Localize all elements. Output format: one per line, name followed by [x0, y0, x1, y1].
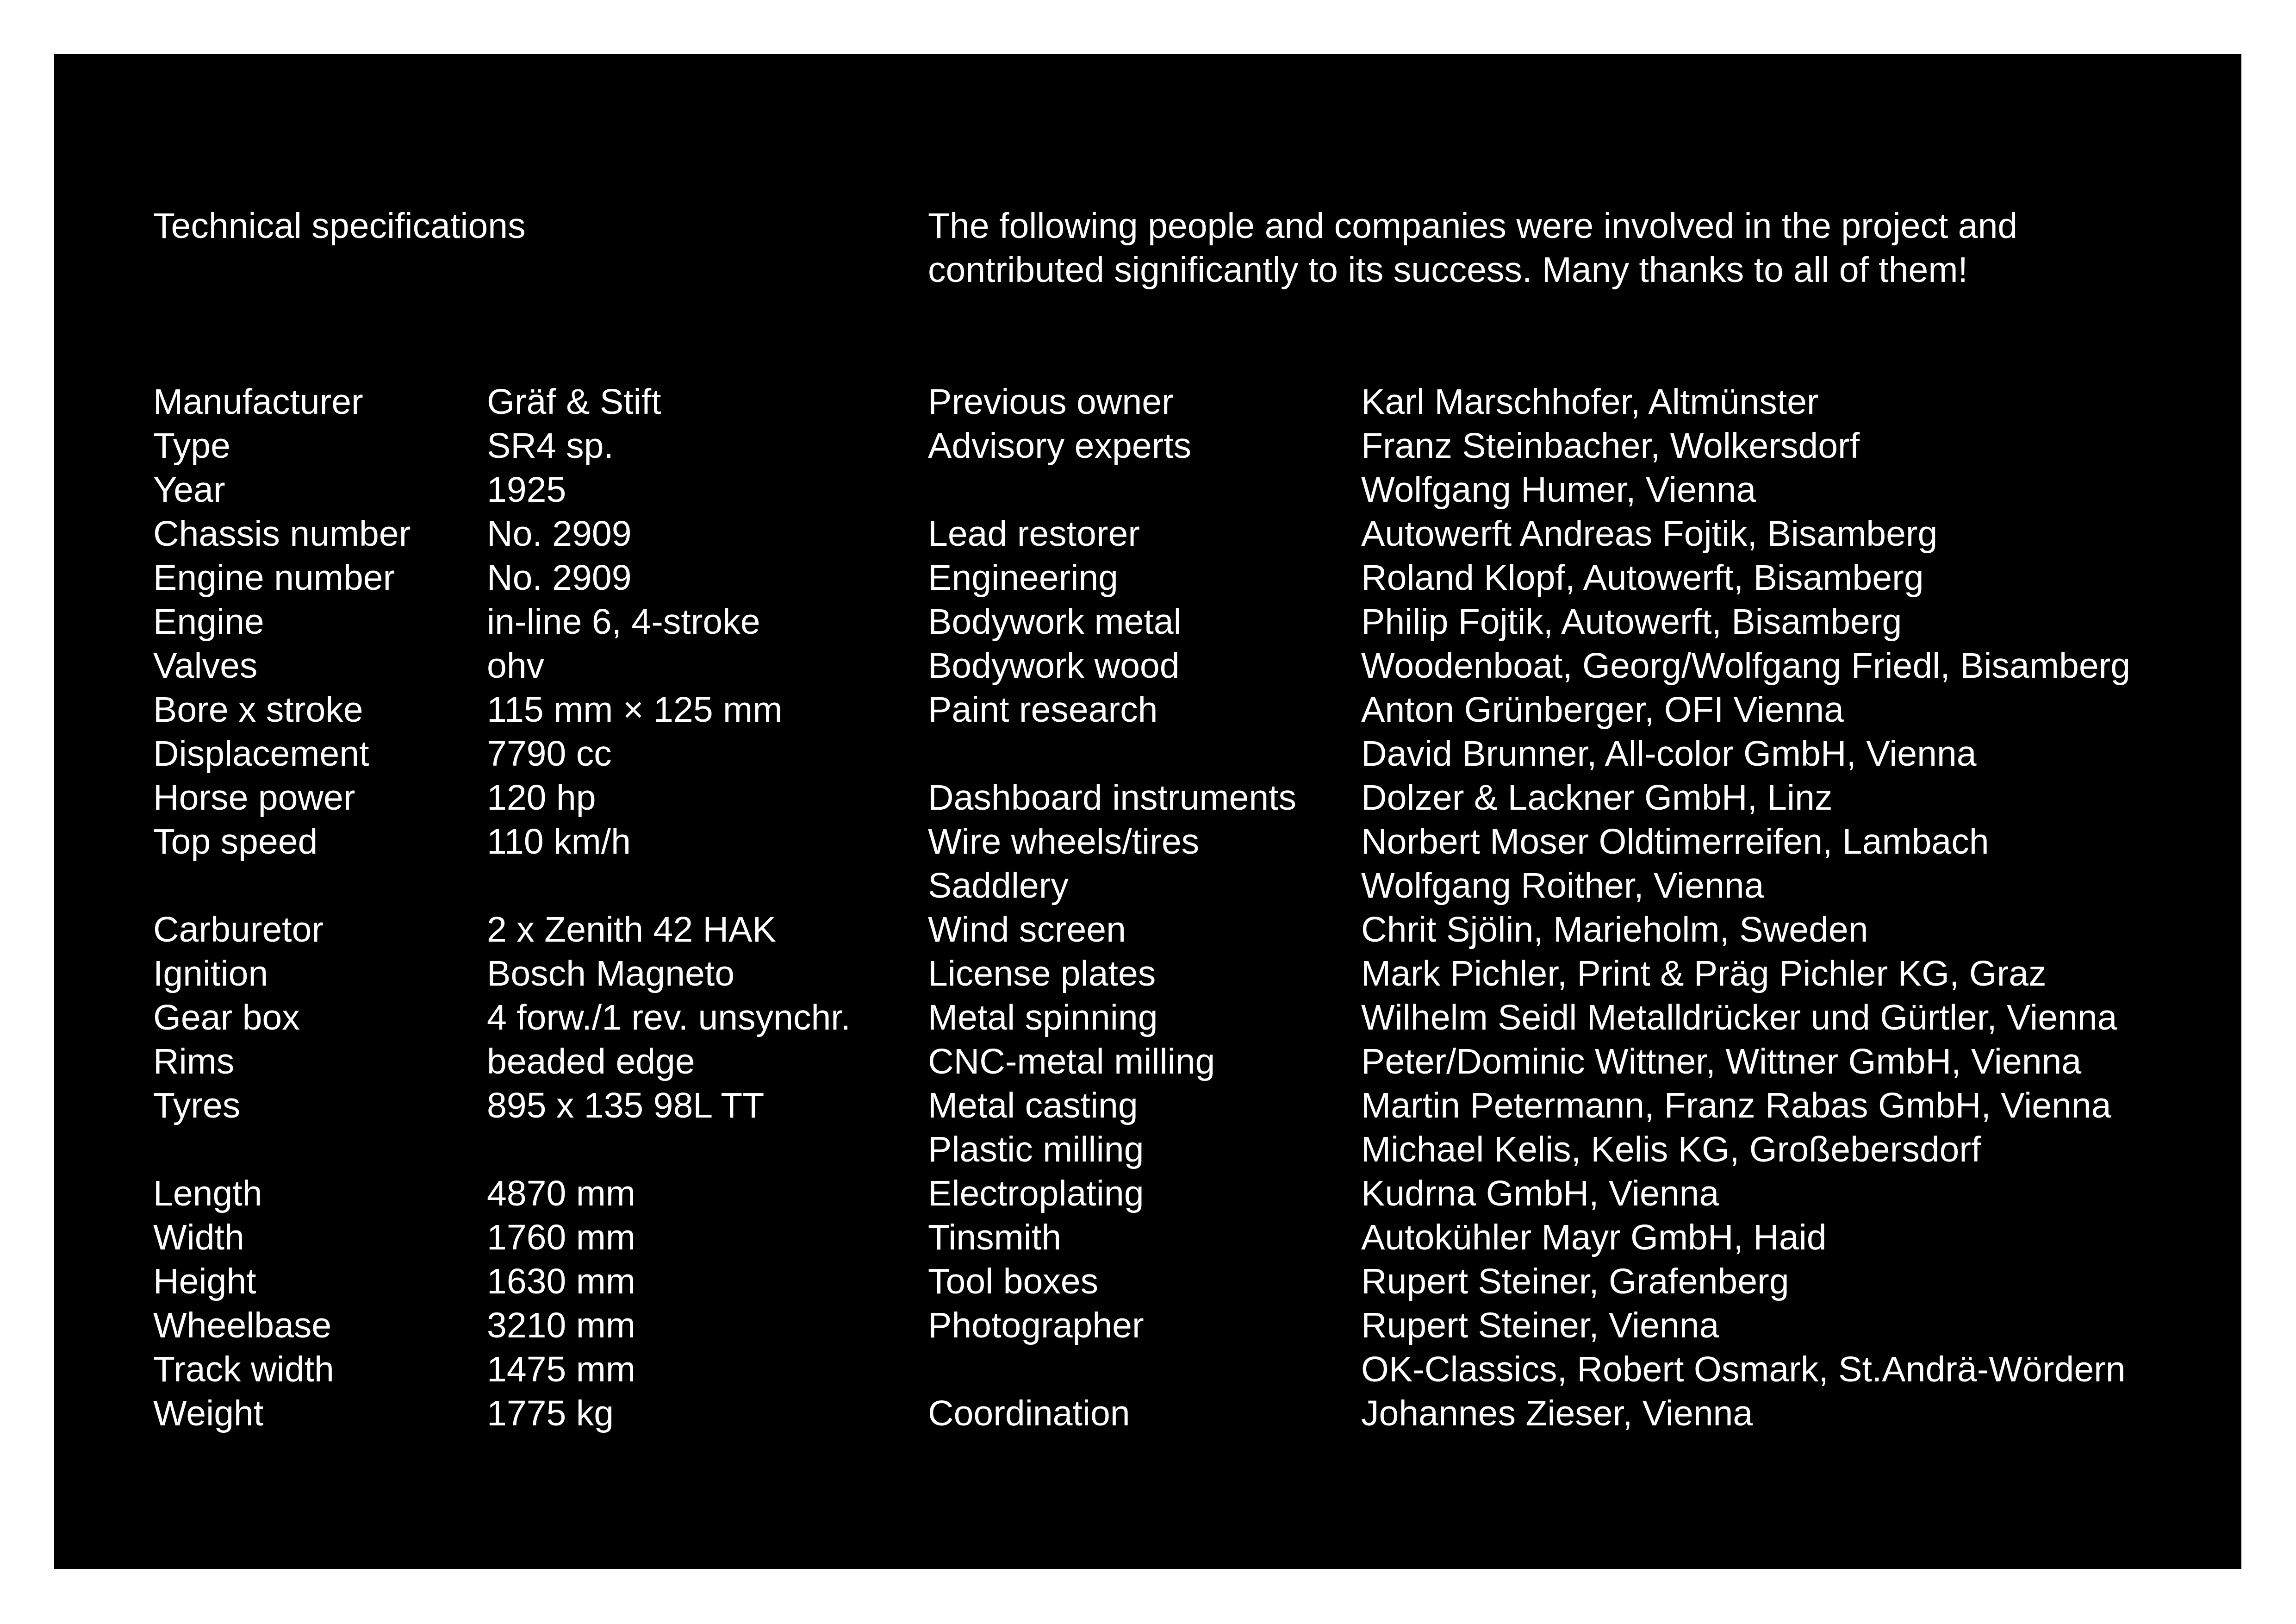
- credit-name: Dolzer & Lackner GmbH, Linz: [1361, 778, 1833, 818]
- credit-name: David Brunner, All-color GmbH, Vienna: [1361, 734, 1977, 774]
- spec-label: Length: [153, 1174, 262, 1213]
- black-panel: [54, 54, 2241, 1569]
- credit-name: Wolfgang Humer, Vienna: [1361, 470, 1756, 510]
- credit-role: Photographer: [928, 1305, 1144, 1345]
- credits-intro-line-1: The following people and companies were involved in the project and: [928, 206, 2018, 246]
- credit-name-column: [1361, 380, 2130, 1436]
- credit-role-column: [928, 380, 1296, 1436]
- spec-label: Track width: [153, 1349, 334, 1389]
- credit-name: Rupert Steiner, Vienna: [1361, 1305, 1719, 1345]
- credit-name: Roland Klopf, Autowerft, Bisamberg: [1361, 558, 1924, 598]
- spec-value: 115 mm × 125 mm: [487, 690, 783, 730]
- credit-role: [928, 732, 1296, 776]
- spec-label: Top speed: [153, 822, 318, 862]
- credit-role: Metal casting: [928, 1086, 1138, 1125]
- credit-role: Tinsmith: [928, 1218, 1062, 1257]
- credit-name: Kudrna GmbH, Vienna: [1361, 1174, 1719, 1213]
- spec-value: [487, 1128, 851, 1172]
- spec-value: beaded edge: [487, 1042, 695, 1081]
- spec-label: [153, 1128, 411, 1172]
- spec-value: No. 2909: [487, 558, 632, 598]
- spec-label: Weight: [153, 1393, 264, 1433]
- credit-role: Tool boxes: [928, 1262, 1099, 1301]
- credits-intro: [928, 204, 2017, 292]
- credits-intro-line-2: contributed significantly to its success. Many thanks to all of them!: [928, 250, 1968, 290]
- spec-value: 4 forw./1 rev. unsynchr.: [487, 998, 851, 1037]
- spec-value: 120 hp: [487, 778, 596, 818]
- spec-value: in-line 6, 4-stroke: [487, 602, 760, 642]
- spec-label: Engine number: [153, 558, 395, 598]
- spec-value: 1475 mm: [487, 1349, 635, 1389]
- credit-role: Metal spinning: [928, 998, 1158, 1037]
- credit-role: Paint research: [928, 690, 1158, 730]
- spec-label: Horse power: [153, 778, 355, 818]
- spec-value: [487, 864, 851, 908]
- spec-value: 1775 kg: [487, 1393, 614, 1433]
- credit-role: Advisory experts: [928, 426, 1192, 466]
- spec-label: Type: [153, 426, 230, 466]
- spec-value: Bosch Magneto: [487, 954, 735, 993]
- spec-value: SR4 sp.: [487, 426, 614, 466]
- credit-name: Norbert Moser Oldtimerreifen, Lambach: [1361, 822, 1989, 862]
- spec-label: Bore x stroke: [153, 690, 363, 730]
- spec-label: Tyres: [153, 1086, 241, 1125]
- credit-name: Wolfgang Roither, Vienna: [1361, 866, 1764, 906]
- technical-specifications-title: Technical specifications: [153, 206, 526, 246]
- spec-value: 4870 mm: [487, 1174, 635, 1213]
- credit-name: Chrit Sjölin, Marieholm, Sweden: [1361, 910, 1868, 949]
- credit-role: [928, 468, 1296, 512]
- spec-value: 110 km/h: [487, 822, 631, 862]
- credit-name: Mark Pichler, Print & Präg Pichler KG, Graz: [1361, 954, 2047, 993]
- spec-label: [153, 864, 411, 908]
- spec-value: ohv: [487, 646, 545, 686]
- spec-value: 2 x Zenith 42 HAK: [487, 910, 776, 949]
- credit-role: Lead restorer: [928, 514, 1140, 554]
- spec-value: 895 x 135 98L TT: [487, 1086, 765, 1125]
- credit-name: Franz Steinbacher, Wolkersdorf: [1361, 426, 1860, 466]
- credit-role: License plates: [928, 954, 1156, 993]
- credit-name: OK-Classics, Robert Osmark, St.Andrä-Wördern: [1361, 1349, 2126, 1389]
- spec-value: 1630 mm: [487, 1262, 635, 1301]
- credit-role: Electroplating: [928, 1174, 1144, 1213]
- spec-value: 7790 cc: [487, 734, 612, 774]
- credit-name: Autokühler Mayr GmbH, Haid: [1361, 1218, 1827, 1257]
- spec-label: Manufacturer: [153, 382, 363, 422]
- spec-value: Gräf & Stift: [487, 382, 661, 422]
- spec-value: No. 2909: [487, 514, 632, 554]
- credit-role: Saddlery: [928, 866, 1069, 906]
- credit-name: Karl Marschhofer, Altmünster: [1361, 382, 1819, 422]
- spec-label: Ignition: [153, 954, 268, 993]
- credit-name: Anton Grünberger, OFI Vienna: [1361, 690, 1844, 730]
- credit-name: Martin Petermann, Franz Rabas GmbH, Vienna: [1361, 1086, 2111, 1125]
- credit-role: Wire wheels/tires: [928, 822, 1200, 862]
- spec-label: Carburetor: [153, 910, 324, 949]
- spec-label: Rims: [153, 1042, 235, 1081]
- spec-label: Year: [153, 470, 225, 510]
- spec-label: Height: [153, 1262, 256, 1301]
- credit-role: Plastic milling: [928, 1130, 1144, 1169]
- credit-name: Michael Kelis, Kelis KG, Großebersdorf: [1361, 1130, 1981, 1169]
- credit-role: [928, 1348, 1296, 1392]
- spec-value-column: [487, 380, 851, 1436]
- credit-role: Engineering: [928, 558, 1118, 598]
- credit-name: Philip Fojtik, Autowerft, Bisamberg: [1361, 602, 1902, 642]
- spec-value: 1760 mm: [487, 1218, 635, 1257]
- credit-role: Wind screen: [928, 910, 1126, 949]
- credit-role: Dashboard instruments: [928, 778, 1297, 818]
- spec-label: Valves: [153, 646, 258, 686]
- credit-name: Rupert Steiner, Grafenberg: [1361, 1262, 1789, 1301]
- spec-label: Engine: [153, 602, 264, 642]
- spec-label: Width: [153, 1218, 244, 1257]
- credit-name: Autowerft Andreas Fojtik, Bisamberg: [1361, 514, 1938, 554]
- spec-label: Wheelbase: [153, 1305, 332, 1345]
- credit-role: Coordination: [928, 1393, 1130, 1433]
- credit-name: Woodenboat, Georg/Wolfgang Friedl, Bisamberg: [1361, 646, 2131, 686]
- spec-label: Gear box: [153, 998, 300, 1037]
- credit-role: Bodywork wood: [928, 646, 1180, 686]
- spec-value: 1925: [487, 470, 566, 510]
- spec-label-column: [153, 380, 411, 1436]
- spec-label: Chassis number: [153, 514, 411, 554]
- credit-name: Peter/Dominic Wittner, Wittner GmbH, Vienna: [1361, 1042, 2082, 1081]
- spec-label: Displacement: [153, 734, 369, 774]
- credit-name: Wilhelm Seidl Metalldrücker und Gürtler, Vienna: [1361, 998, 2117, 1037]
- credit-role: Bodywork metal: [928, 602, 1182, 642]
- credit-role: CNC-metal milling: [928, 1042, 1215, 1081]
- spec-value: 3210 mm: [487, 1305, 635, 1345]
- credit-role: Previous owner: [928, 382, 1174, 422]
- credit-name: Johannes Zieser, Vienna: [1361, 1393, 1753, 1433]
